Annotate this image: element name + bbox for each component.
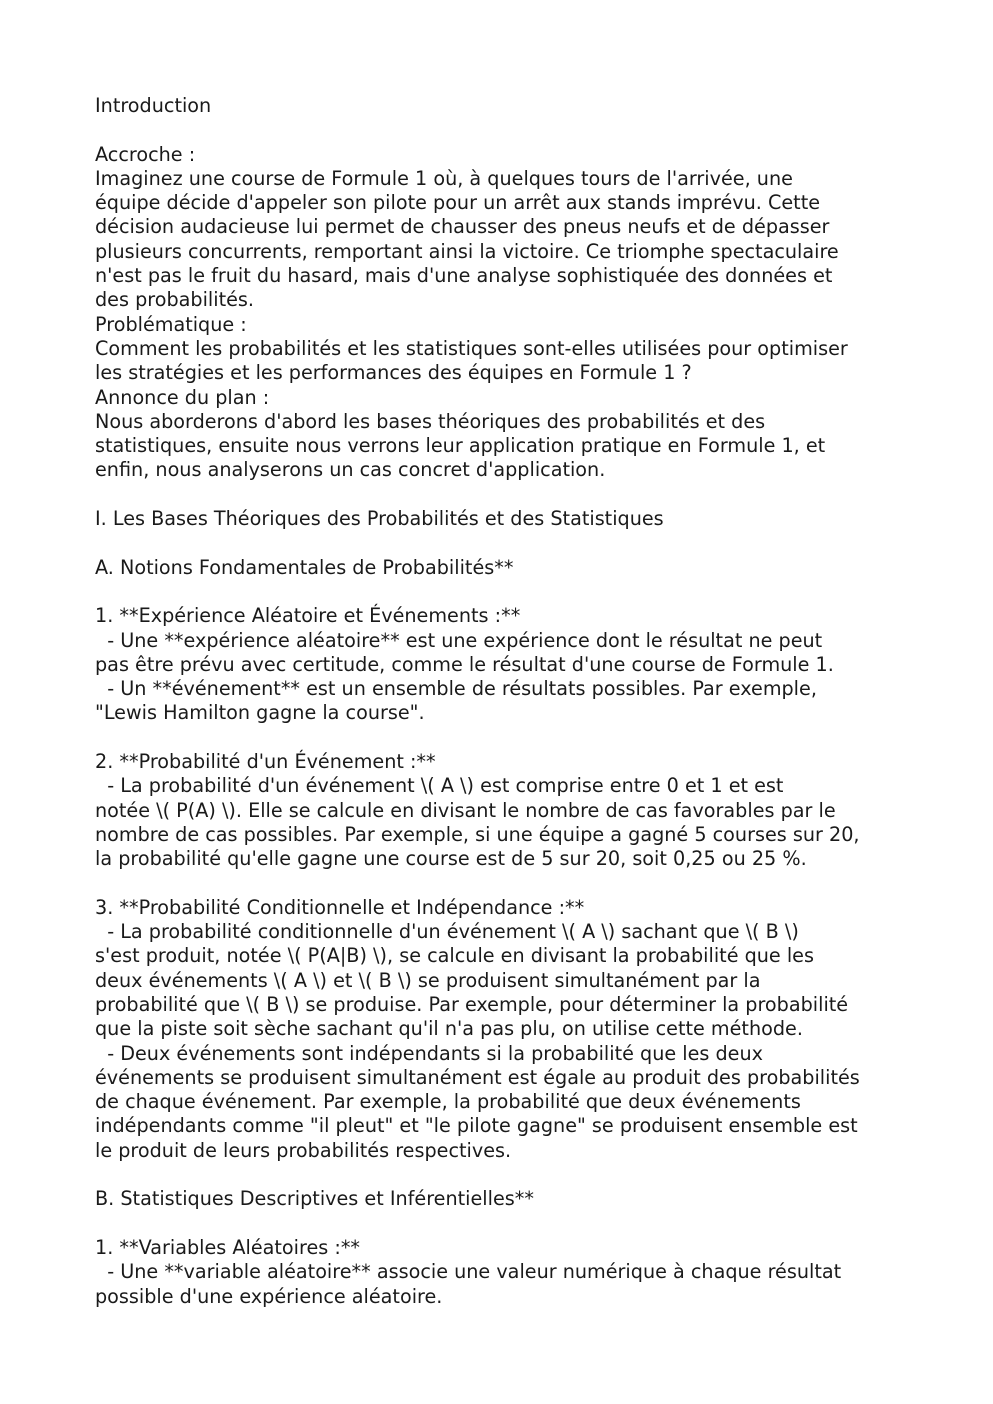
- text-line: événements se produisent simultanément est égale au produit des probabilités: [95, 1065, 860, 1089]
- text-line: - Une **variable aléatoire** associe une valeur numérique à chaque résultat: [95, 1260, 842, 1284]
- text-line: - Un **événement** est un ensemble de résultats possibles. Par exemple,: [95, 677, 817, 701]
- text-line: des probabilités.: [95, 288, 254, 312]
- text-line: plusieurs concurrents, remportant ainsi la victoire. Ce triomphe spectaculaire: [95, 239, 839, 263]
- text-line: - Deux événements sont indépendants si la probabilité que les deux: [95, 1041, 763, 1065]
- text-line: enfin, nous analyserons un cas concret d'application.: [95, 458, 606, 482]
- text-line: "Lewis Hamilton gagne la course".: [95, 701, 425, 725]
- blank-line: [95, 1212, 915, 1236]
- blank-line: [95, 1163, 915, 1187]
- blank-line: [95, 118, 915, 142]
- blank-line: [95, 580, 915, 604]
- text-line: Accroche :: [95, 142, 196, 166]
- text-line: - La probabilité conditionnelle d'un événement \( A \) sachant que \( B \): [95, 920, 799, 944]
- text-line: pas être prévu avec certitude, comme le résultat d'une course de Formule 1.: [95, 652, 834, 676]
- text-line: 3. **Probabilité Conditionnelle et Indépendance :**: [95, 895, 585, 919]
- text-line: s'est produit, notée \( P(A|B) \), se calcule en divisant la probabilité que les: [95, 944, 814, 968]
- text-line: B. Statistiques Descriptives et Inférentielles**: [95, 1187, 534, 1211]
- text-line: équipe décide d'appeler son pilote pour un arrêt aux stands imprévu. Cette: [95, 191, 821, 215]
- text-line: Problématique :: [95, 312, 247, 336]
- text-line: - La probabilité d'un événement \( A \) est comprise entre 0 et 1 et est: [95, 774, 784, 798]
- blank-line: [95, 483, 915, 507]
- text-line: décision audacieuse lui permet de chausser des pneus neufs et de dépasser: [95, 215, 830, 239]
- text-line: indépendants comme "il pleut" et "le pilote gagne" se produisent ensemble est: [95, 1114, 858, 1138]
- text-line: I. Les Bases Théoriques des Probabilités et des Statistiques: [95, 507, 664, 531]
- text-line: les stratégies et les performances des équipes en Formule 1 ?: [95, 361, 692, 385]
- text-line: la probabilité qu'elle gagne une course est de 5 sur 20, soit 0,25 ou 25 %.: [95, 847, 807, 871]
- text-line: 1. **Variables Aléatoires :**: [95, 1235, 361, 1259]
- text-line: Nous aborderons d'abord les bases théoriques des probabilités et des: [95, 409, 766, 433]
- text-line: deux événements \( A \) et \( B \) se produisent simultanément par la: [95, 968, 761, 992]
- text-line: que la piste soit sèche sachant qu'il n'a pas plu, on utilise cette méthode.: [95, 1017, 803, 1041]
- document-page: [95, 94, 915, 1309]
- text-line: statistiques, ensuite nous verrons leur application pratique en Formule 1, et: [95, 434, 826, 458]
- text-line: Imaginez une course de Formule 1 où, à quelques tours de l'arrivée, une: [95, 166, 793, 190]
- text-line: notée \( P(A) \). Elle se calcule en divisant le nombre de cas favorables par le: [95, 798, 836, 822]
- text-line: A. Notions Fondamentales de Probabilités**: [95, 555, 514, 579]
- text-line: Annonce du plan :: [95, 385, 270, 409]
- blank-line: [95, 872, 915, 896]
- text-line: Introduction: [95, 94, 212, 117]
- text-line: Comment les probabilités et les statistiques sont-elles utilisées pour optimiser: [95, 336, 848, 360]
- text-line: 1. **Expérience Aléatoire et Événements :**: [95, 604, 521, 628]
- text-line: n'est pas le fruit du hasard, mais d'une analyse sophistiquée des données et: [95, 264, 833, 288]
- text-line: possible d'une expérience aléatoire.: [95, 1284, 443, 1308]
- text-line: probabilité que \( B \) se produise. Par exemple, pour déterminer la probabilité: [95, 992, 849, 1016]
- text-line: de chaque événement. Par exemple, la probabilité que deux événements: [95, 1090, 801, 1114]
- text-line: - Une **expérience aléatoire** est une expérience dont le résultat ne peut: [95, 628, 823, 652]
- text-line: le produit de leurs probabilités respectives.: [95, 1138, 512, 1162]
- text-line: nombre de cas possibles. Par exemple, si une équipe a gagné 5 courses sur 20,: [95, 822, 860, 846]
- text-line: 2. **Probabilité d'un Événement :**: [95, 750, 436, 774]
- blank-line: [95, 531, 915, 555]
- blank-line: [95, 726, 915, 750]
